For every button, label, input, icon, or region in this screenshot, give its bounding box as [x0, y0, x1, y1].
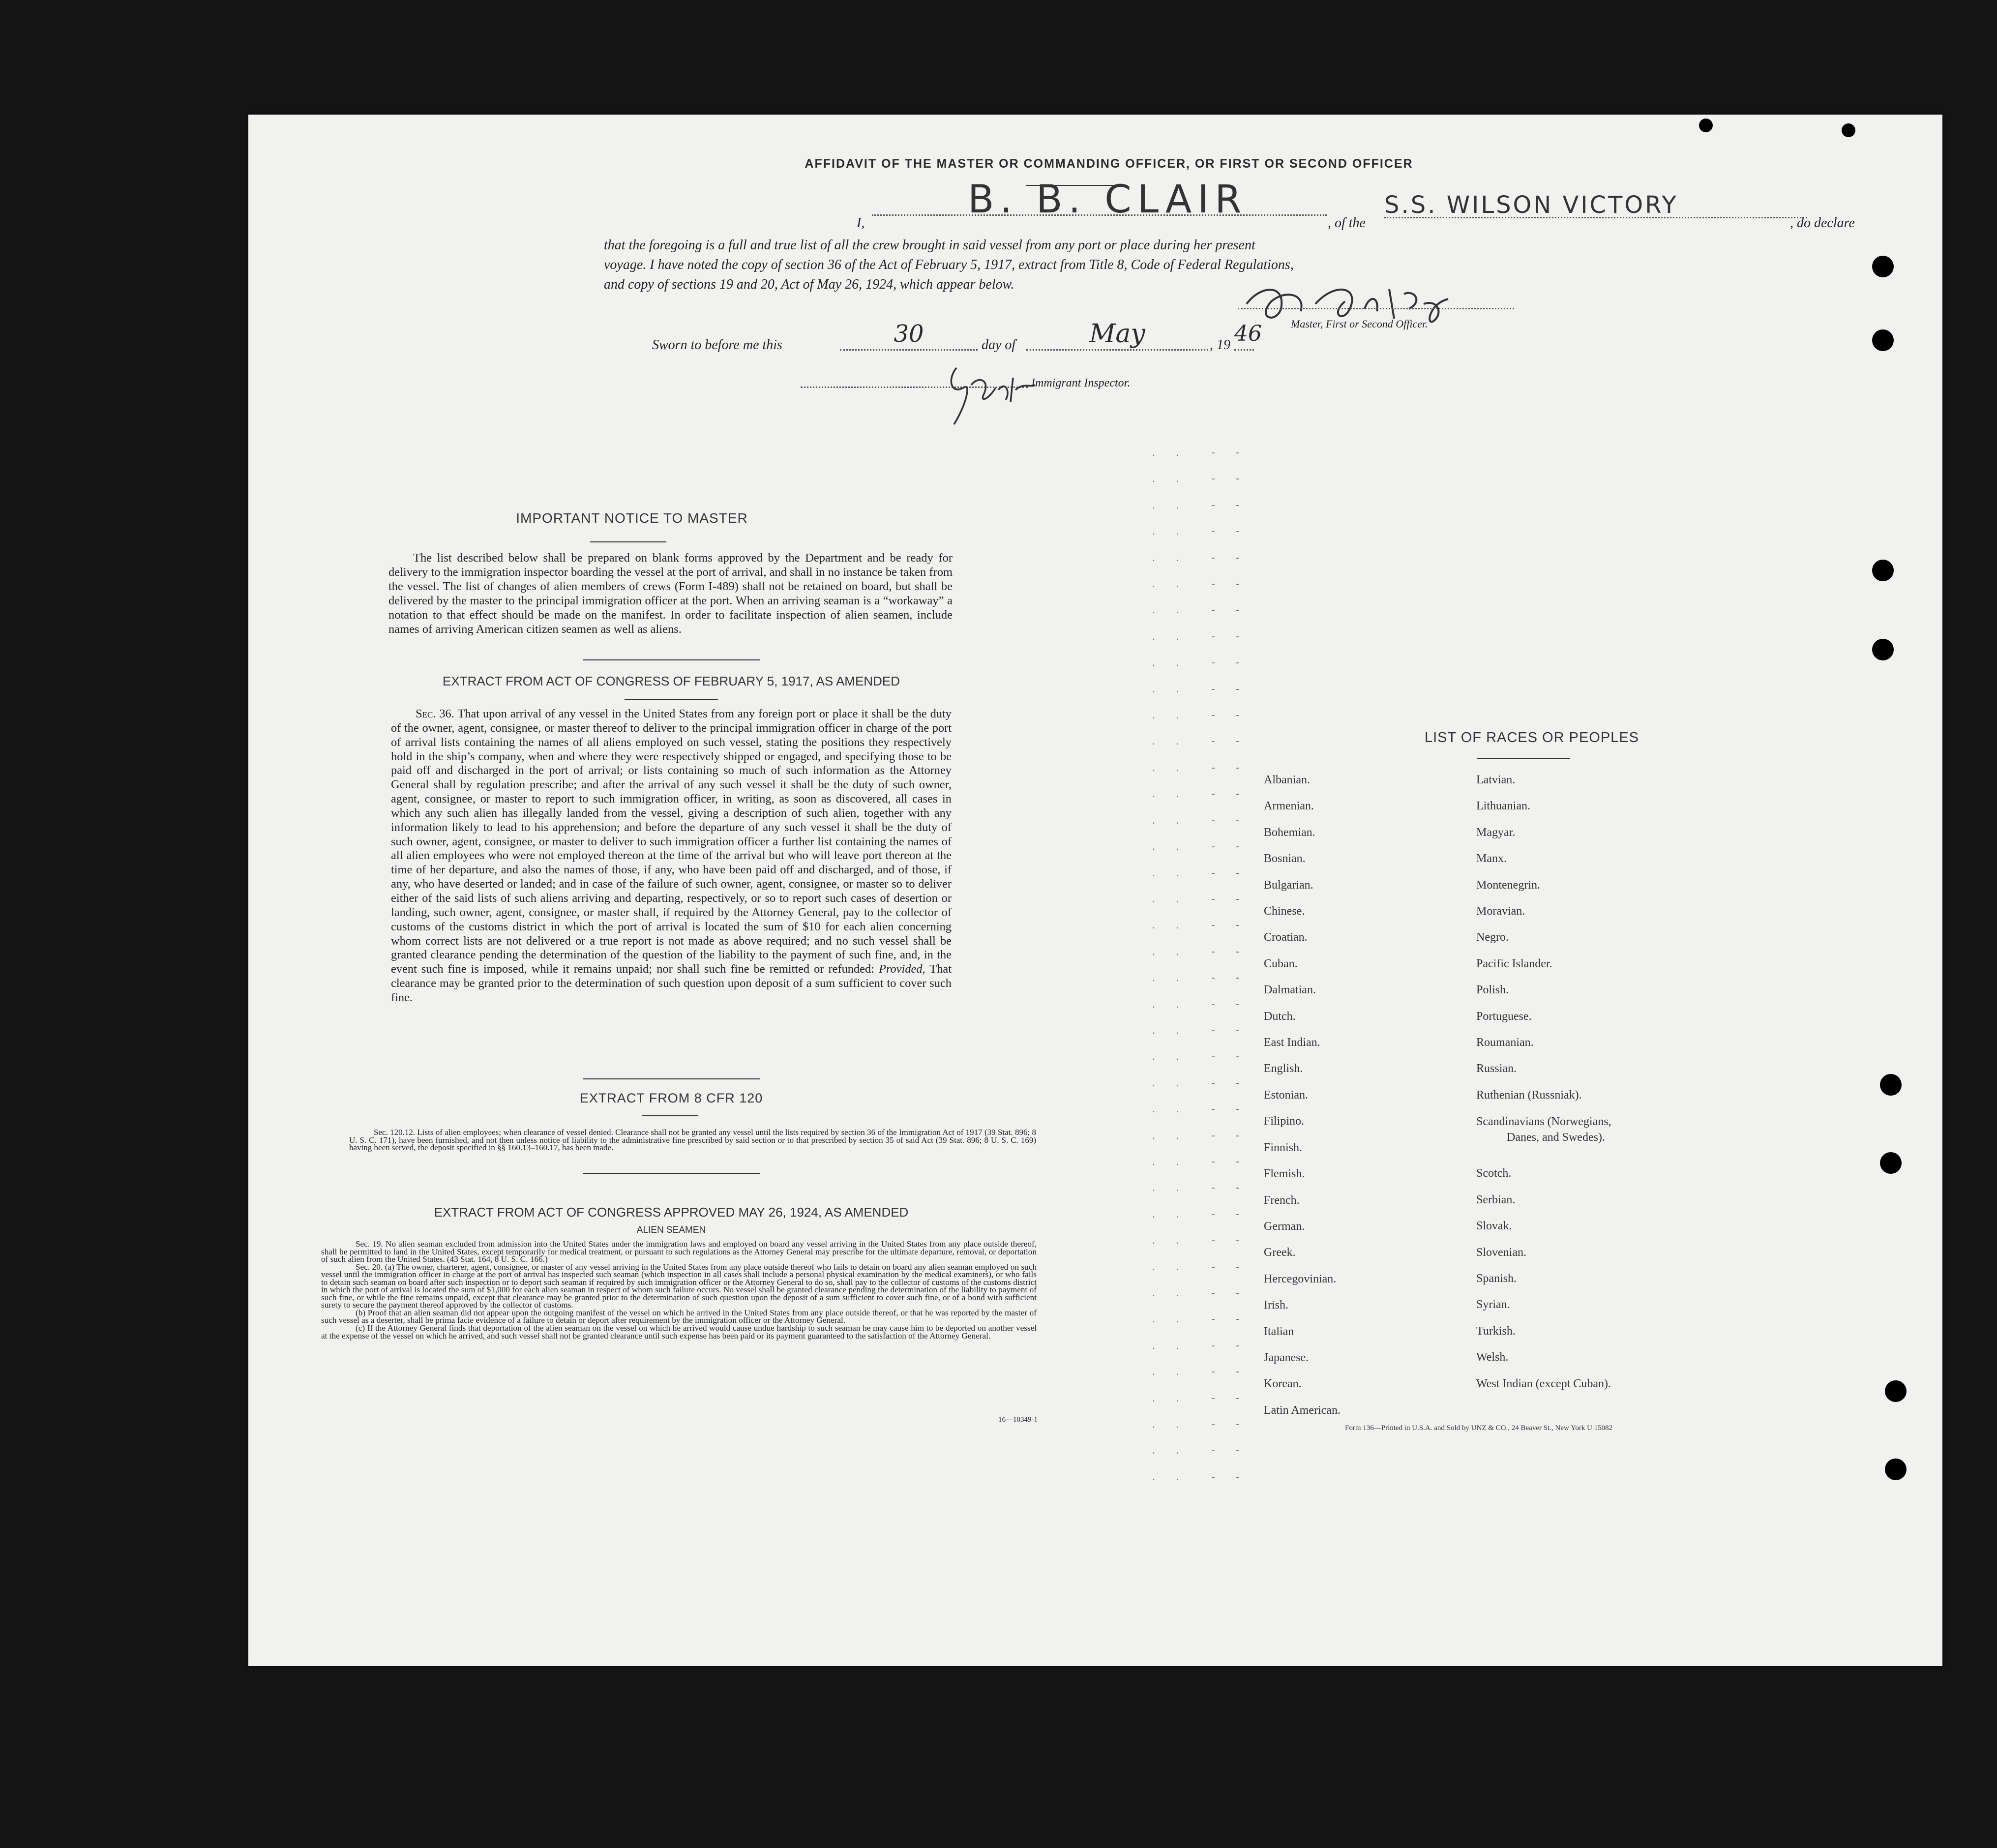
races-left-column — [1264, 767, 1341, 1424]
extract-1924-body — [321, 1240, 1037, 1340]
sec-19: Sec. 19. No alien seaman excluded from admission into the United States under the immigration laws and employed on board any vessel arriving in the United States from any place outside thereof, shall be permitted to land in the United States, except temporarily for medical treatment, or pursuant to such regulations as the Attorney General may prescribe for the ultimate departure, removal, or deportation of such alien from the United States. (43 Stat. 164, 8 U. S. C. 166.) — [321, 1239, 1037, 1264]
race-item: Latin American. — [1264, 1403, 1341, 1417]
race-item: Portuguese. — [1476, 1010, 1532, 1023]
race-item: Albanian. — [1264, 774, 1310, 786]
race-item: Ruthenian (Russniak). — [1476, 1088, 1582, 1102]
extract-1917-body — [391, 707, 952, 1005]
race-item: Roumanian. — [1476, 1036, 1534, 1049]
sec-20c: (c) If the Attorney General finds that deportation of the alien seaman on the vessel on which he arrived would cause undue hardship to such seaman he may cause him to be deported on another vessel at the expense of the vessel on which he arrived, and such vessel shall not be granted clearance until such expense has been paid or its payment guaranteed to the satisfaction of the Attorney General. — [321, 1323, 1037, 1341]
race-item: Negro. — [1476, 931, 1509, 944]
race-item: Italian — [1264, 1325, 1294, 1338]
race-item: Irish. — [1264, 1299, 1288, 1312]
cfr-title: EXTRACT FROM 8 CFR 120 — [579, 1091, 763, 1105]
race-item: Cuban. — [1264, 957, 1298, 970]
punch-hole — [1872, 560, 1894, 581]
race-item: Slovak. — [1476, 1220, 1512, 1233]
sworn-month-field: May — [1026, 319, 1208, 351]
race-item: Latvian. — [1476, 774, 1516, 786]
race-item: Pacific Islander. — [1476, 957, 1552, 970]
race-item: Syrian. — [1476, 1298, 1510, 1311]
race-item: Manx. — [1476, 852, 1507, 865]
sec-20b: (b) Proof that an alien seaman did not appear upon the outgoing manifest of the vessel on which he arrived in the United States from any place outside thereof, or that he was reported by the master of such vessel as a deserter, shall be prima facie evidence of a failure to detain or deport after requirement by the immigration officer or the Attorney General. — [321, 1308, 1037, 1325]
race-item: Estonian. — [1264, 1088, 1308, 1102]
affidavit-line-4: and copy of sections 19 and 20, Act of May 26, 1924, which appear below. — [604, 277, 1014, 292]
race-item: Croatian. — [1264, 931, 1308, 944]
notice-body: The list described below shall be prepared on blank forms approved by the Department and be ready for delivery to the immigration inspector boarding the vessel at the port of arrival, and shall in no instance be taken from the vessel. The list of changes of alien members of crews (Form I-489) shall not be retained on board, but shall be delivered by the master to the principal immigration officer at the port. When an arriving seaman is a “workaway” a notation to that effect should be made on the manifest. In order to facilitate inspection of alien seamen, include names of arriving American citizen seamen as well as aliens. — [388, 551, 953, 636]
race-item: Magyar. — [1476, 826, 1516, 839]
margin-tick-marks: . . - - . . - - . . - - . . - - . . - - . . - - . . - - . . - - . . - - . . - - . . - - . . - - . . - - . . - - . . - - . . - - . . - - . . - - . . - - . . - - . . - - . . - - . . - - . . - - . . - - . . - - . . - - . . - - . . - - . . - - . . - - . . - - . . - - . . - - . . - - . . - - . . - - . . - - . . - - . . - - — [1152, 446, 1249, 1483]
punch-hole — [1699, 119, 1713, 132]
punch-hole — [1872, 256, 1894, 277]
extract-1917-title: EXTRACT FROM ACT OF CONGRESS OF FEBRUARY 5, 1917, AS AMENDED — [443, 674, 900, 688]
race-item: Dalmatian. — [1264, 984, 1316, 997]
affidavit-title: AFFIDAVIT OF THE MASTER OR COMMANDING OFFICER, OR FIRST OR SECOND OFFICER — [805, 157, 1413, 171]
race-item: Hercegovinian. — [1264, 1272, 1337, 1285]
race-item: Turkish. — [1476, 1324, 1516, 1338]
race-item: Scotch. — [1476, 1167, 1512, 1180]
race-item: Korean. — [1264, 1377, 1302, 1391]
punch-hole — [1872, 329, 1894, 351]
year-prefix: , 19 — [1210, 337, 1230, 353]
race-item: Armenian. — [1264, 800, 1314, 813]
document-page — [248, 115, 1942, 1666]
race-item: Bohemian. — [1264, 826, 1315, 839]
sec-36-text: That upon arrival of any vessel in the United States from any foreign port or place it shall be the duty of the owner, agent, consignee, or master thereof to deliver to the principal immigration officer in charge of the port of arrival lists containing the names of all aliens employed on such vessel, stating the positions they respectively hold in the ship’s company, when and where they were respectively shipped or engaged, and specifying those to be paid off and discharged in the port of arrival; or lists containing so much of such information as the Attorney General shall by regulation prescribe; and after the arrival of any such vessel it shall be the duty of such owner, agent, consignee, or master to report to such immigration officer, in writing, as soon as discovered, all cases in which any such alien has illegally landed from the vessel, giving a description of such alien, together with any information likely to lead to his apprehension; and before the departure of any such vessel it shall be the duty of such owner, agent, consignee, or master to deliver to such immigration officer a further list containing the names of all alien employees who were not employed thereon at the time of the arrival but who will leave port thereon at the time of her departure, and also the names of those, if any, who have been paid off and discharged, and of those, if any, who have deserted or landed; and in case of the failure of such owner, agent, consignee, or master so to deliver either of the said lists of such aliens arriving and departing, respectively, or so to report such cases of desertion or landing, such owner, agent, consignee, or master shall, if required by the Attorney General, pay to the collector of customs of the customs district in which the port of arrival is located the sum of $10 for each alien concerning whom correct lists are not delivered or a true report is not made as above required; and no such vessel shall be granted clearance pending the determination of the question of the liability to the payment of such fine, and, in the event such fine is imposed, while it remains unpaid; nor shall such fine be remitted or refunded: — [391, 707, 952, 976]
race-item: Japanese. — [1264, 1351, 1309, 1364]
sec-20a: Sec. 20. (a) The owner, charterer, agent, consignee, or master of any vessel arriving in the United States from any place outside thereof who fails to detain on board any alien seaman employed on such vessel until the immigration officer in charge at the port of arrival has inspected such seaman (which inspection in all cases shall include a personal physical examination by the medical examiners), or who fails to detain such seaman on board after such inspection or to deport such seaman if required by such immigration officer or the Attorney General to do so, shall pay to the collector of customs of the customs district in which the port of arrival is located the sum of $1,000 for each alien seaman in respect of whom such failure occurs. No vessel shall be granted clearance pending the determination of the liability to payment of such fine, or while the fine remains unpaid, except that clearance may be granted prior to the determination of such question upon the deposit of a sum sufficient to cover such fine, or of a bond with sufficient surety to secure the payment thereof approved by the collector of customs. — [321, 1262, 1037, 1310]
affidavit-of-the: , of the — [1328, 215, 1366, 231]
race-item: Greek. — [1264, 1246, 1296, 1259]
affidavit-do-declare: , do declare — [1790, 215, 1855, 231]
cfr-rule — [642, 1115, 698, 1116]
sec-36-label: Sec. 36. — [416, 707, 454, 720]
day-of-label: day of — [982, 337, 1016, 353]
affidavit-i: I, — [857, 215, 865, 231]
notice-title: IMPORTANT NOTICE TO MASTER — [516, 510, 748, 526]
printer-footer: Form 136—Printed in U.S.A. and Sold by UNZ & CO., 24 Beaver St., New York U 15082 — [1345, 1424, 1613, 1432]
race-item: Spanish. — [1476, 1272, 1517, 1285]
races-right-column — [1476, 767, 1611, 1397]
race-item: Welsh. — [1476, 1351, 1509, 1364]
race-item: Finnish. — [1264, 1141, 1303, 1154]
affidavit-line-2: that the foregoing is a full and true list of all the crew brought in said vessel from any port or place during her present — [604, 238, 1255, 253]
races-title: LIST OF RACES OR PEOPLES — [1424, 730, 1639, 745]
extract-1924-title: EXTRACT FROM ACT OF CONGRESS APPROVED MAY 26, 1924, AS AMENDED — [434, 1205, 909, 1220]
master-label: Master, First or Second Officer. — [1291, 318, 1428, 330]
races-rule — [1477, 758, 1570, 759]
race-item: Filipino. — [1264, 1115, 1305, 1128]
punch-hole — [1885, 1459, 1907, 1480]
race-item: Scandinavians (Norwegians, — [1476, 1115, 1611, 1129]
race-item: Moravian. — [1476, 905, 1525, 918]
race-item: Bosnian. — [1264, 852, 1306, 865]
race-item: West Indian (except Cuban). — [1476, 1377, 1611, 1390]
race-item: German. — [1264, 1220, 1305, 1233]
race-item: Polish. — [1476, 984, 1509, 997]
sworn-year-field: 46 — [1234, 319, 1254, 351]
master-name-field: B. B. CLAIR — [872, 183, 1327, 216]
master-signature-line — [1238, 308, 1514, 309]
alien-seamen-subtitle: ALIEN SEAMEN — [636, 1225, 706, 1235]
race-item: Flemish. — [1264, 1167, 1305, 1181]
race-item: East Indian. — [1264, 1036, 1320, 1049]
provided-word: Provided, — [879, 962, 925, 976]
notice-rule — [590, 541, 666, 542]
race-item: English. — [1264, 1062, 1303, 1075]
race-item: Bulgarian. — [1264, 878, 1313, 892]
sworn-prefix: Sworn to before me this — [652, 337, 782, 353]
sworn-day-field: 30 — [840, 319, 978, 351]
notice-rule-bottom — [583, 659, 760, 660]
race-item: Serbian. — [1476, 1193, 1516, 1206]
race-item: Chinese. — [1264, 905, 1305, 918]
punch-hole — [1872, 639, 1894, 660]
extract-1917-rule-bottom — [583, 1078, 760, 1079]
race-item: Dutch. — [1264, 1010, 1296, 1023]
race-item: Danes, and Swedes). — [1507, 1131, 1605, 1144]
form-code: 16—10349-1 — [998, 1416, 1038, 1424]
punch-hole — [1880, 1152, 1902, 1174]
punch-hole — [1842, 123, 1855, 137]
race-item: Montenegrin. — [1476, 878, 1540, 892]
punch-hole — [1880, 1074, 1902, 1096]
sec-36-tail: That clearance may be granted prior to the determination of such question upon deposit of a sum sufficient to cover such fine. — [391, 962, 952, 1004]
extract-1917-rule — [625, 699, 718, 700]
cfr-rule-bottom — [583, 1173, 760, 1174]
vessel-name-field: S.S. WILSON VICTORY — [1384, 193, 1807, 218]
inspector-signature — [937, 360, 1045, 429]
race-item: Lithuanian. — [1476, 800, 1530, 813]
affidavit-line-3: voyage. I have noted the copy of section 36 of the Act of February 5, 1917, extract from Title 8, Code of Federal Regulations, — [604, 257, 1294, 272]
cfr-body: Sec. 120.12. Lists of alien employees; when clearance of vessel denied. Clearance shall not be granted any vessel until the lists required by section 36 of the Immigration Act of 1917 (39 Stat. 896; 8 U. S. C. 171), have been furnished, and not then unless notice of liability to the administrative fine prescribed by said section or to that prescribed by section 35 of said Act (39 Stat. 896; 8 U. S. C. 169) having been served, the deposit specified in §§ 160.13–160.17, has been made. — [349, 1128, 1036, 1152]
punch-hole — [1885, 1380, 1907, 1402]
race-item: Slovenian. — [1476, 1246, 1526, 1259]
race-item: French. — [1264, 1193, 1300, 1207]
inspector-label: Immigrant Inspector. — [1031, 377, 1131, 389]
race-item: Russian. — [1476, 1062, 1517, 1075]
